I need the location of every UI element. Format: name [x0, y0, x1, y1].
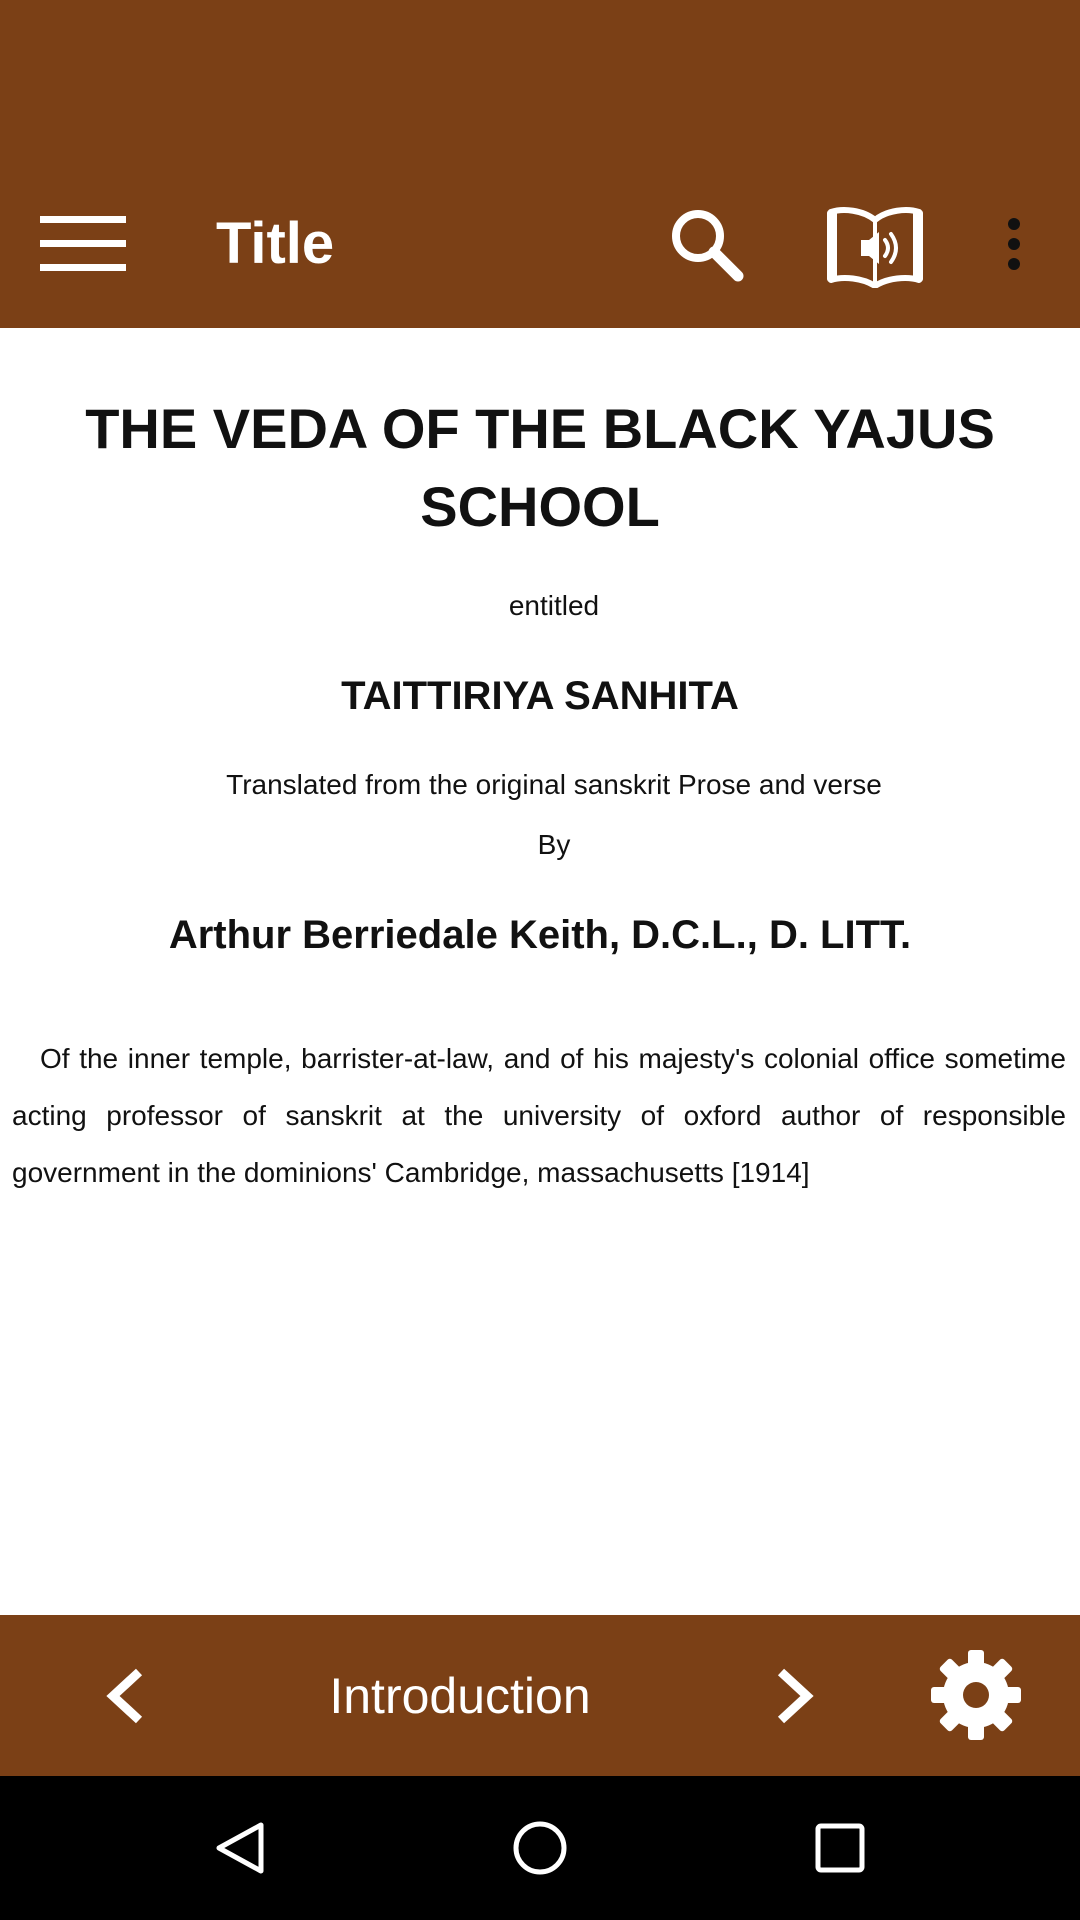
search-icon — [668, 206, 744, 282]
back-button[interactable] — [190, 1798, 290, 1898]
recents-square-icon — [815, 1823, 865, 1873]
app-toolbar — [0, 160, 1080, 328]
chapter-navigation-bar — [0, 1615, 1080, 1776]
entitled-text: entitled — [508, 590, 600, 621]
toolbar-title: Title — [216, 211, 335, 276]
audio-book-icon — [825, 204, 925, 288]
settings-button[interactable] — [928, 1647, 1024, 1743]
next-chapter-button[interactable] — [760, 1651, 830, 1741]
reader-content — [0, 328, 1080, 1615]
author-name: Arthur Berriedale Keith, D.C.L., D. LITT. — [168, 913, 912, 957]
system-navigation-bar — [0, 1776, 1080, 1920]
home-circle-icon — [512, 1820, 568, 1876]
audio-book-button[interactable] — [820, 196, 930, 296]
more-vert-icon — [1006, 218, 1022, 270]
menu-button[interactable] — [28, 202, 138, 286]
status-bar — [0, 0, 1080, 160]
chevron-right-icon — [775, 1668, 815, 1724]
previous-chapter-button[interactable] — [90, 1651, 160, 1741]
chapter-title[interactable]: Introduction — [329, 1668, 591, 1724]
recents-button[interactable] — [790, 1798, 890, 1898]
translated-note: Translated from the original sanskrit Prose and verse — [226, 769, 882, 800]
home-button[interactable] — [490, 1798, 590, 1898]
author-description: Of the inner temple, barrister-at-law, and of his majesty's colonial office sometime acting professor of sanskrit at the university of oxford author of responsible government in the dominions' Cambridge, massachusetts [1914] — [12, 1043, 1066, 1188]
overflow-menu-button[interactable] — [990, 198, 1038, 290]
hamburger-menu-icon — [40, 214, 126, 274]
book-subtitle: TAITTIRIYA SANHITA — [341, 674, 739, 718]
search-button[interactable] — [660, 198, 752, 290]
book-title: THE VEDA OF THE BLACK YAJUS SCHOOL — [85, 397, 995, 538]
chevron-left-icon — [105, 1668, 145, 1724]
back-triangle-icon — [213, 1821, 267, 1875]
by-text: By — [537, 829, 571, 860]
gear-icon — [931, 1650, 1021, 1740]
